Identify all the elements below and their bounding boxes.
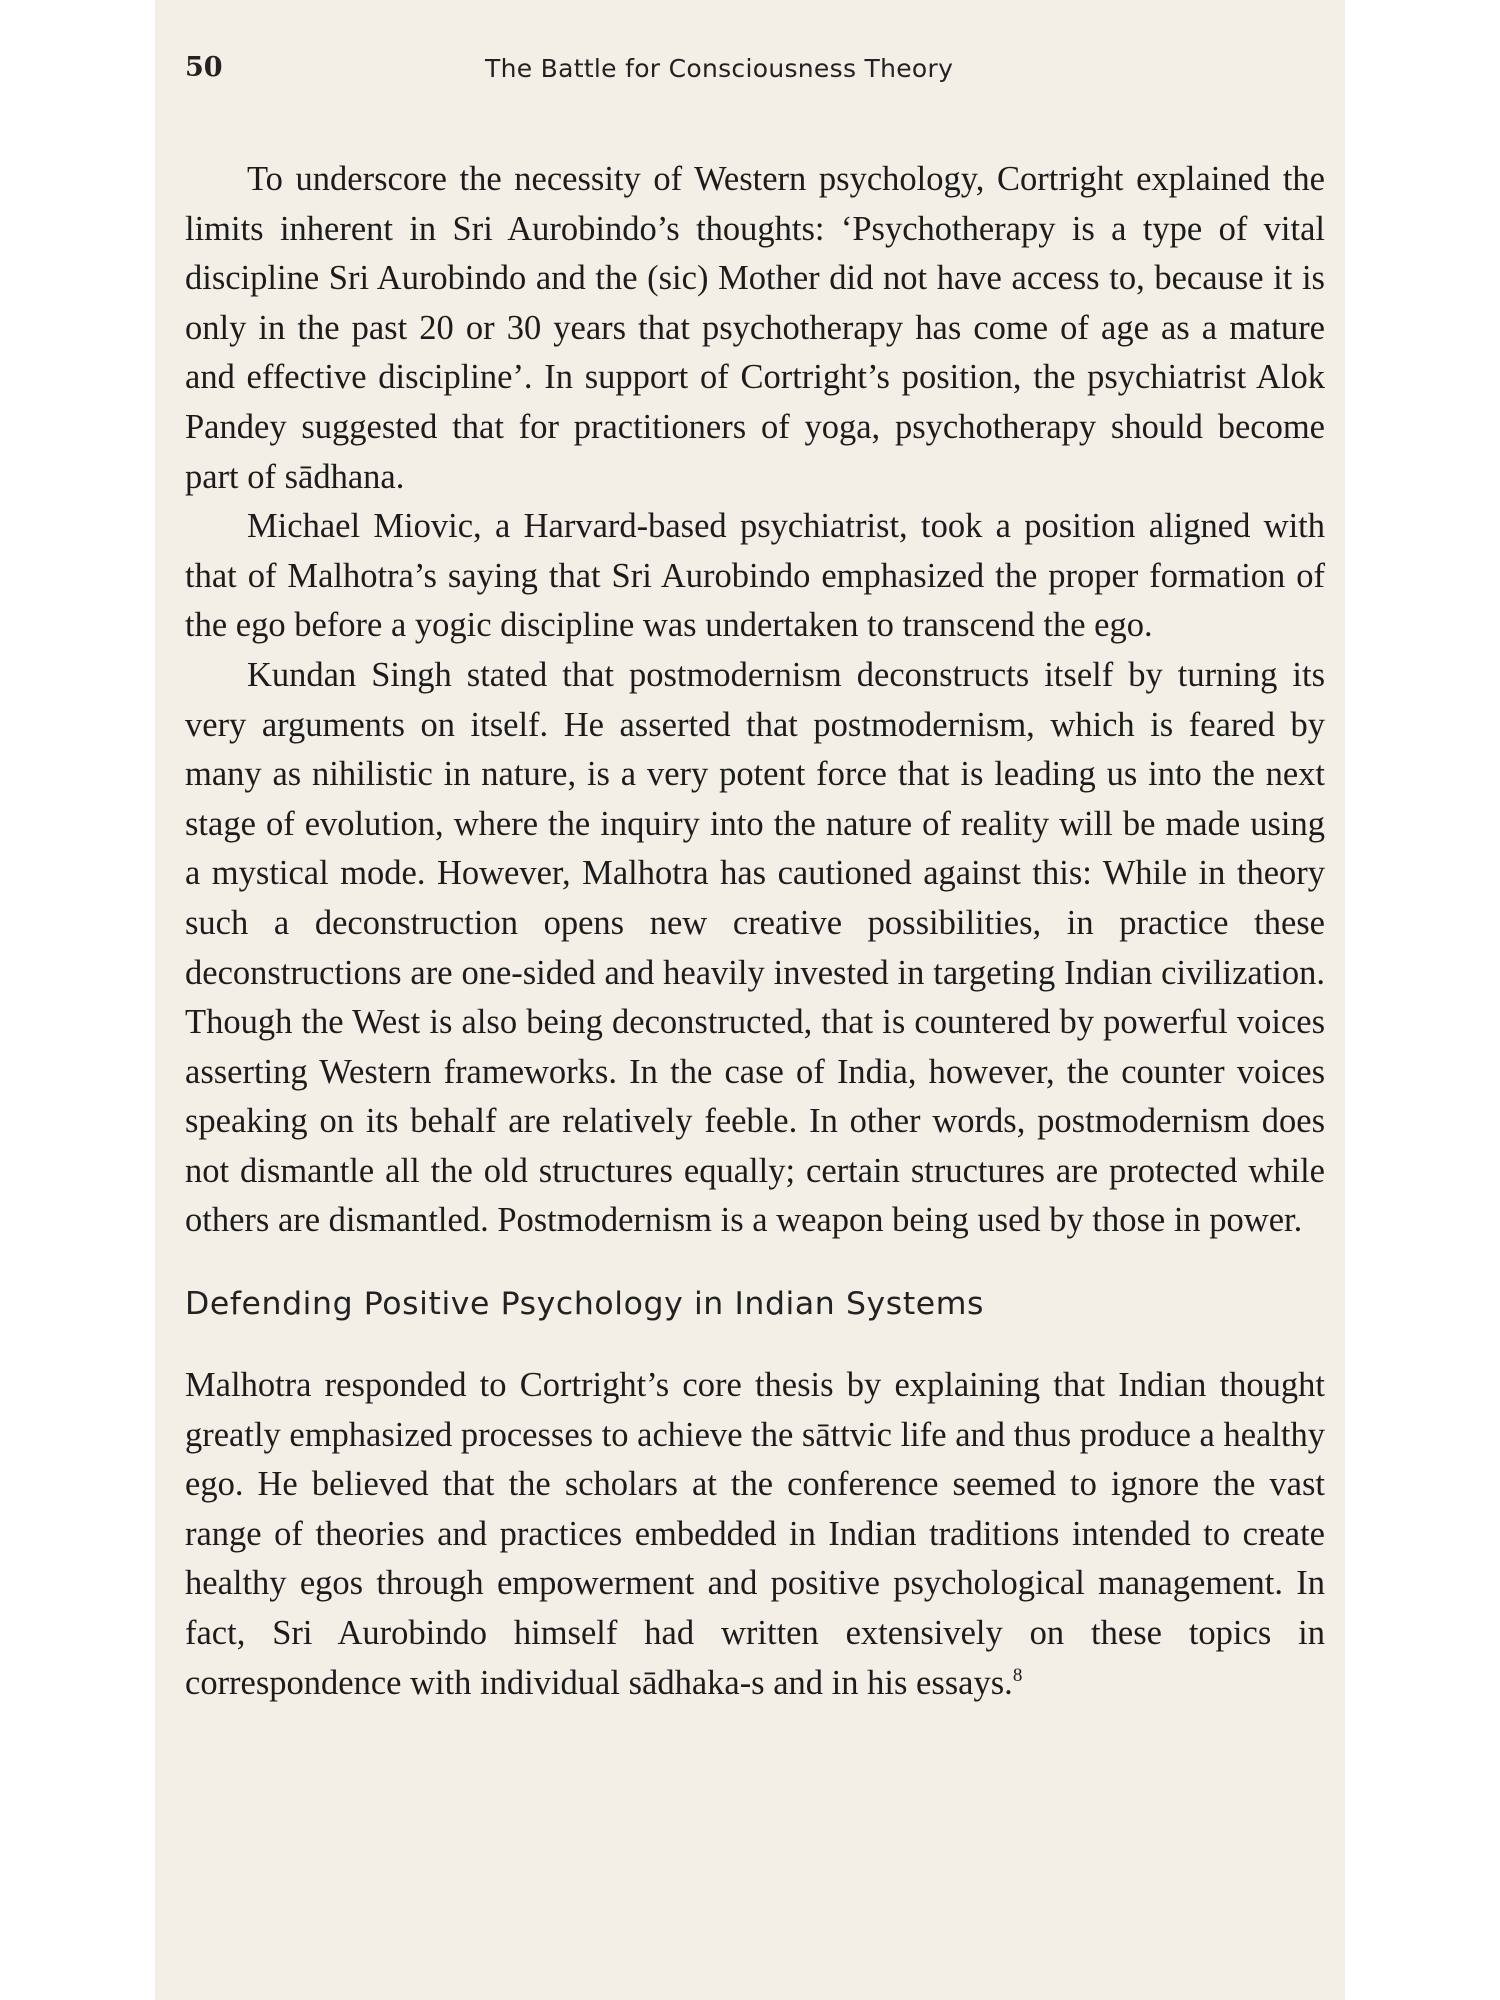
running-title: The Battle for Consciousness Theory bbox=[485, 54, 954, 83]
running-head bbox=[185, 52, 1305, 92]
paragraph-cortright: To underscore the necessity of Western psychology, Cortright explained the limits inherent in Sri Aurobindo’s thoughts: ‘Psychotherapy is a type of vital discipline Sri Aurobindo and the (sic) Mother did not have access to, because it is only in the past 20 or 30 years that psychotherapy has come of age as a mature and effective discipline’. In support of Cortright’s position, the psychiatrist Alok Pandey suggested that for practitioners of yoga, psychotherapy should become part of sādhana. bbox=[185, 160, 1325, 496]
paragraph-malhotra-response bbox=[185, 1361, 1325, 1708]
paragraph-malhotra-text: Malhotra responded to Cortright’s core thesis by explaining that Indian thought greatly emphasized processes to achieve the sāttvic life and thus produce a healthy ego. He believed that the scholars at the conference seemed to ignore the vast range of theories and practices embedded in Indian traditions intended to create healthy egos through empowerment and positive psychological management. In fact, Sri Aurobindo himself had written extensively on these topics in correspondence with individual sādhaka-s and in his essays. bbox=[185, 1366, 1325, 1702]
book-page bbox=[155, 0, 1345, 2000]
paragraph-miovic: Michael Miovic, a Harvard-based psychiatrist, took a position aligned with that of Malhotra’s saying that Sri Aurobindo emphasized the proper formation of the ego before a yogic discipline was undertaken to transcend the ego. bbox=[185, 507, 1325, 645]
footnote-ref[interactable]: 8 bbox=[1012, 1664, 1023, 1686]
paragraph-kundan-singh: Kundan Singh stated that postmodernism deconstructs itself by turning its very arguments on itself. He asserted that postmodernism, which is feared by many as nihilistic in nature, is a very potent force that is leading us into the next stage of evolution, where the inquiry into the nature of reality will be made using a mystical mode. However, Malhotra has cautioned against this: While in theory such a deconstruction opens new creative possibilities, in practice these deconstructions are one-sided and heavily invested in targeting Indian civilization. Though the West is also being deconstructed, that is countered by powerful voices asserting Western frameworks. In the case of India, however, the counter voices speaking on its behalf are relatively feeble. In other words, postmodernism does not dismantle all the old structures equally; certain structures are protected while others are dismantled. Postmodernism is a weapon being used by those in power. bbox=[185, 655, 1325, 1240]
section-heading: Defending Positive Psychology in Indian Systems bbox=[185, 1286, 985, 1323]
body-text bbox=[185, 155, 1325, 1708]
page-number: 50 bbox=[185, 52, 223, 83]
